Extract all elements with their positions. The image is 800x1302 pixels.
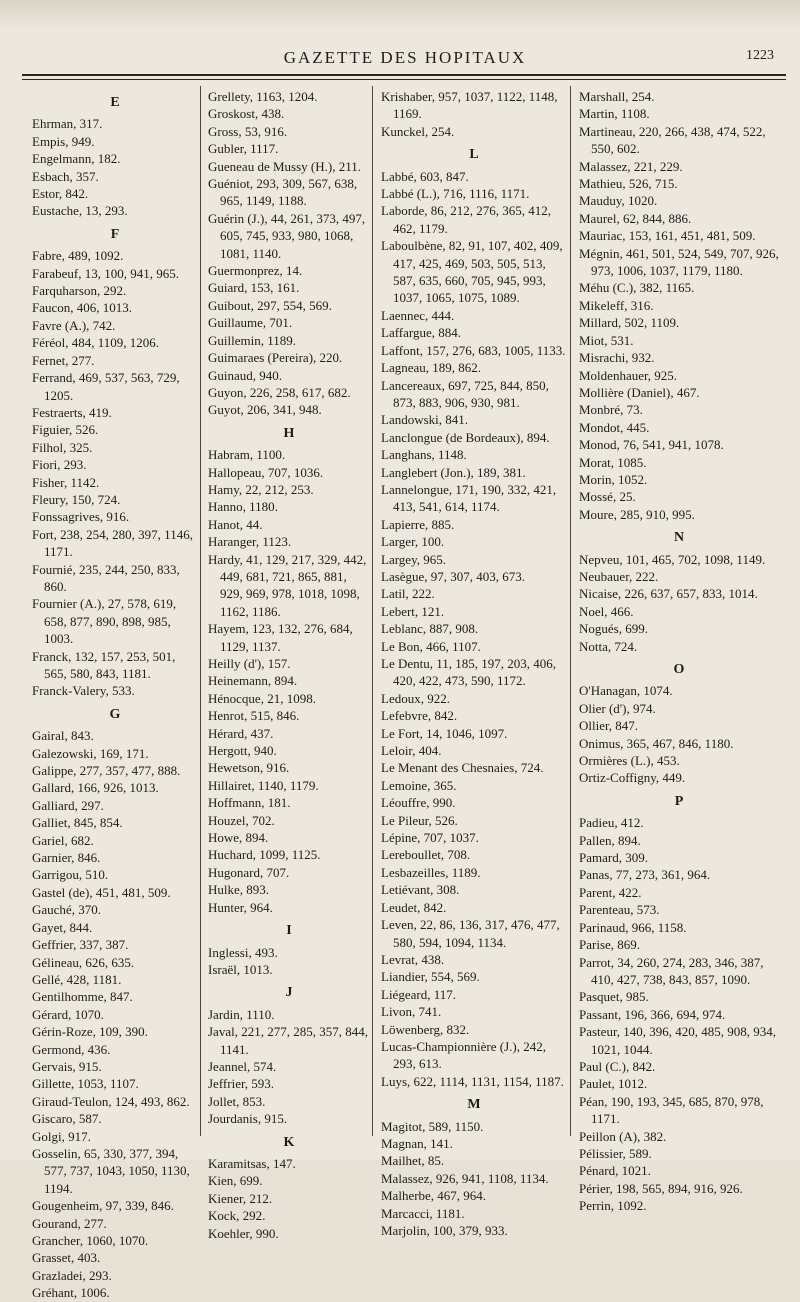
index-entry: Habram, 1100.: [208, 447, 286, 463]
index-entry: Malassez, 926, 941, 1108, 1134.: [381, 1170, 549, 1186]
index-column-1: [32, 88, 198, 1301]
index-entry: Le Bon, 466, 1107.: [381, 638, 481, 654]
index-entry: Haranger, 1123.: [208, 534, 292, 550]
index-entry: Fournier (A.), 27, 578, 619, 658, 877, 890, 898, 985, 1003.: [32, 596, 177, 647]
index-entry: Gariel, 682.: [32, 832, 94, 848]
index-entry: Hénocque, 21, 1098.: [208, 690, 316, 706]
index-entry: Gellé, 428, 1181.: [32, 971, 122, 987]
index-entry: Maurel, 62, 844, 886.: [579, 210, 692, 226]
index-entry: Malherbe, 467, 964.: [381, 1188, 487, 1204]
section-letter: P: [674, 793, 684, 809]
index-entry: Marcacci, 1181.: [381, 1205, 465, 1221]
index-entry: Garnier, 846.: [32, 850, 101, 866]
index-entry: Péan, 190, 193, 345, 685, 870, 978, 1171.: [579, 1093, 764, 1127]
index-entry: Geffrier, 337, 387.: [32, 937, 129, 953]
index-entry: Gubler, 1117.: [208, 141, 279, 157]
index-entry: Perrin, 1092.: [579, 1198, 647, 1214]
index-entry: Laffargue, 884.: [381, 325, 462, 341]
journal-title: GAZETTE DES HOPITAUX: [283, 48, 527, 67]
index-entry: Lebert, 121.: [381, 603, 445, 619]
index-entry: Neubauer, 222.: [579, 568, 659, 584]
index-entry: Leloir, 404.: [381, 743, 442, 759]
index-entry: Figuier, 526.: [32, 422, 99, 438]
column-divider: [200, 86, 201, 1136]
index-entry: Parenteau, 573.: [579, 902, 660, 918]
section-letter: H: [283, 425, 295, 441]
index-entry: Fonssagrives, 916.: [32, 509, 130, 525]
index-entry: Krishaber, 957, 1037, 1122, 1148, 1169.: [381, 89, 558, 122]
index-entry: Hamy, 22, 212, 253.: [208, 481, 314, 497]
index-entry: Langlebert (Jon.), 189, 381.: [381, 464, 526, 480]
index-entry: Ollier, 847.: [579, 718, 639, 734]
index-entry: Périer, 198, 565, 894, 916, 926.: [579, 1180, 743, 1196]
index-entry: Mossé, 25.: [579, 489, 636, 505]
index-entry: Notta, 724.: [579, 638, 638, 654]
index-entry: Franck-Valery, 533.: [32, 683, 135, 699]
index-entry: Guermonprez, 14.: [208, 263, 303, 279]
index-entry: Larger, 100.: [381, 534, 445, 550]
index-entry: Lesbazeilles, 1189.: [381, 864, 481, 880]
index-entry: Féréol, 484, 1109, 1206.: [32, 335, 159, 351]
index-entry: Lereboullet, 708.: [381, 847, 471, 863]
index-column-2: [208, 88, 370, 1241]
index-entry: Misrachi, 932.: [579, 350, 655, 366]
index-entry: Mondot, 445.: [579, 419, 650, 435]
index-entry: Henrot, 515, 846.: [208, 708, 300, 724]
index-entry: Lasègue, 97, 307, 403, 673.: [381, 568, 526, 584]
index-entry: Guyot, 206, 341, 948.: [208, 402, 322, 418]
index-entry: Farabeuf, 13, 100, 941, 965.: [32, 265, 179, 281]
index-entry: Grazladei, 293.: [32, 1267, 112, 1283]
index-entry: Heinemann, 894.: [208, 673, 298, 689]
index-column-3: [381, 88, 567, 1238]
index-entry: Gueneau de Mussy (H.), 211.: [208, 158, 361, 174]
index-entry: Le Dentu, 11, 185, 197, 203, 406, 420, 422, 473, 590, 1172.: [381, 656, 556, 689]
index-entry: Ormières (L.), 453.: [579, 753, 680, 769]
index-entry: Guillaume, 701.: [208, 315, 293, 331]
index-entry: Javal, 221, 277, 285, 357, 844, 1141.: [208, 1024, 368, 1057]
index-entry: Jardin, 1110.: [208, 1006, 275, 1022]
index-entry: Largey, 965.: [381, 551, 446, 567]
index-entry: Parrot, 34, 260, 274, 283, 346, 387, 410, 427, 738, 843, 857, 1090.: [579, 954, 764, 987]
index-entry: Fiori, 293.: [32, 457, 87, 473]
index-entry: Gastel (de), 451, 481, 509.: [32, 884, 171, 900]
index-entry: Filhol, 325.: [32, 439, 93, 455]
index-entry: Faucon, 406, 1013.: [32, 300, 133, 316]
index-entry: Hérard, 437.: [208, 725, 274, 741]
index-entry: Luys, 622, 1114, 1131, 1154, 1187.: [381, 1073, 564, 1089]
index-entry: Gérard, 1070.: [32, 1006, 104, 1022]
index-entry: Guyon, 226, 258, 617, 682.: [208, 384, 351, 400]
index-entry: Morin, 1052.: [579, 471, 648, 487]
index-entry: Huchard, 1099, 1125.: [208, 847, 321, 863]
header-rule: [22, 74, 786, 80]
index-entry: Leblanc, 887, 908.: [381, 621, 479, 637]
index-entry: Fleury, 150, 724.: [32, 491, 121, 507]
index-entry: Gréhant, 1006.: [32, 1285, 110, 1301]
index-entry: Hunter, 964.: [208, 899, 273, 915]
index-entry: Hergott, 940.: [208, 743, 277, 759]
index-entry: Hewetson, 916.: [208, 760, 290, 776]
section-letter: I: [286, 923, 292, 939]
index-entry: Hanot, 44.: [208, 516, 263, 532]
index-entry: Lucas-Championnière (J.), 242, 293, 613.: [381, 1038, 546, 1072]
index-entry: Hayem, 123, 132, 276, 684, 1129, 1137.: [208, 621, 353, 654]
index-entry: Le Fort, 14, 1046, 1097.: [381, 725, 508, 741]
index-entry: Gayet, 844.: [32, 919, 93, 935]
index-entry: Kien, 699.: [208, 1173, 263, 1189]
index-entry: Gélineau, 626, 635.: [32, 954, 135, 970]
index-entry: Leven, 22, 86, 136, 317, 476, 477, 580, 594, 1094, 1134.: [381, 917, 560, 950]
index-entry: Pamard, 309.: [579, 850, 648, 866]
index-entry: Hanno, 1180.: [208, 499, 278, 515]
index-entry: Le Menant des Chesnaies, 724.: [381, 760, 544, 776]
index-entry: Inglessi, 493.: [208, 944, 278, 960]
index-entry: Laborde, 86, 212, 276, 365, 412, 462, 1179.: [381, 203, 552, 236]
index-entry: Galippe, 277, 357, 477, 888.: [32, 763, 181, 779]
index-entry: Parise, 869.: [579, 937, 641, 953]
index-entry: Galliet, 845, 854.: [32, 815, 123, 831]
index-entry: Mathieu, 526, 715.: [579, 176, 678, 192]
index-entry: Liandier, 554, 569.: [381, 969, 480, 985]
index-entry: Padieu, 412.: [579, 815, 644, 831]
index-entry: Ferrand, 469, 537, 563, 729, 1205.: [32, 370, 180, 403]
index-entry: Hugonard, 707.: [208, 864, 290, 880]
index-entry: Hardy, 41, 129, 217, 329, 442, 449, 681, 721, 865, 881, 929, 969, 978, 1018, 1098, 1162, 1186.: [208, 551, 367, 619]
index-entry: Fisher, 1142.: [32, 474, 100, 490]
index-entry: Lépine, 707, 1037.: [381, 830, 479, 846]
index-entry: Grancher, 1060, 1070.: [32, 1233, 149, 1248]
index-entry: Estor, 842.: [32, 186, 89, 202]
index-entry: Lefebvre, 842.: [381, 708, 458, 724]
column-divider: [372, 86, 373, 1136]
index-entry: Mikeleff, 316.: [579, 297, 654, 313]
index-entry: Karamitsas, 147.: [208, 1155, 296, 1171]
index-entry: Ortiz-Coffigny, 449.: [579, 770, 686, 786]
index-entry: Liégeard, 117.: [381, 986, 456, 1002]
index-entry: Léouffre, 990.: [381, 795, 456, 811]
index-entry: Kunckel, 254.: [381, 123, 455, 139]
index-entry: Labbé, 603, 847.: [381, 168, 469, 184]
index-entry: Mégnin, 461, 501, 524, 549, 707, 926, 973, 1006, 1037, 1179, 1180.: [579, 245, 779, 279]
index-entry: Olier (d'), 974.: [579, 700, 656, 716]
index-entry: Löwenberg, 832.: [381, 1021, 470, 1037]
section-letter: N: [673, 530, 685, 546]
index-entry: Panas, 77, 273, 361, 964.: [579, 867, 711, 883]
index-entry: Magitot, 589, 1150.: [381, 1118, 484, 1134]
index-entry: Malassez, 221, 229.: [579, 158, 683, 174]
index-entry: Guillemin, 1189.: [208, 332, 296, 348]
index-entry: Eustache, 13, 293.: [32, 203, 128, 219]
index-entry: Grellety, 1163, 1204.: [208, 89, 318, 104]
index-entry: Gross, 53, 916.: [208, 123, 288, 139]
index-entry: Letiévant, 308.: [381, 882, 460, 898]
index-entry: Gosselin, 65, 330, 377, 394, 577, 737, 1043, 1050, 1130, 1194.: [32, 1145, 190, 1196]
index-entry: Israël, 1013.: [208, 961, 273, 977]
index-entry: Pasquet, 985.: [579, 989, 649, 1005]
index-entry: Gillette, 1053, 1107.: [32, 1076, 139, 1092]
index-entry: Hallopeau, 707, 1036.: [208, 464, 324, 480]
index-entry: Lancereaux, 697, 725, 844, 850, 873, 883, 906, 930, 981.: [381, 377, 549, 410]
index-entry: Morat, 1085.: [579, 454, 647, 470]
index-entry: Magnan, 141.: [381, 1135, 453, 1151]
index-entry: Nicaise, 226, 637, 657, 833, 1014.: [579, 586, 758, 602]
index-entry: Lapierre, 885.: [381, 516, 455, 532]
index-entry: Ledoux, 922.: [381, 690, 450, 706]
index-entry: Laennec, 444.: [381, 307, 455, 323]
index-entry: Peillon (A), 382.: [579, 1128, 667, 1144]
index-entry: Galliard, 297.: [32, 797, 104, 813]
index-entry: Groskost, 438.: [208, 106, 285, 122]
index-entry: Golgi, 917.: [32, 1128, 91, 1144]
index-entry: Ehrman, 317.: [32, 116, 103, 132]
index-entry: Fernet, 277.: [32, 352, 95, 368]
index-entry: Festraerts, 419.: [32, 404, 112, 420]
index-entry: Hulke, 893.: [208, 882, 270, 898]
section-letter: O: [673, 662, 685, 677]
index-entry: Parent, 422.: [579, 884, 642, 900]
index-entry: Miot, 531.: [579, 332, 634, 348]
index-entry: Jollet, 853.: [208, 1093, 266, 1109]
index-entry: Laffont, 157, 276, 683, 1005, 1133.: [381, 342, 566, 358]
index-entry: Pallen, 894.: [579, 832, 641, 848]
index-entry: Gauché, 370.: [32, 902, 101, 918]
index-entry: Marshall, 254.: [579, 89, 655, 104]
index-entry: Fort, 238, 254, 280, 397, 1146, 1171.: [32, 526, 193, 560]
index-entry: Grasset, 403.: [32, 1250, 101, 1266]
index-entry: Howe, 894.: [208, 830, 269, 846]
index-entry: Guéniot, 293, 309, 567, 638, 965, 1149, 1188.: [208, 176, 358, 209]
index-entry: Jourdanis, 915.: [208, 1111, 288, 1127]
index-entry: Noel, 466.: [579, 603, 634, 619]
index-entry: Empis, 949.: [32, 133, 95, 149]
index-entry: Levrat, 438.: [381, 951, 445, 967]
index-column-4: [579, 88, 779, 1214]
index-entry: Gairal, 843.: [32, 728, 94, 744]
index-entry: Fournié, 235, 244, 250, 833, 860.: [32, 561, 180, 594]
index-entry: Franck, 132, 157, 253, 501, 565, 580, 843, 1181.: [32, 648, 176, 681]
index-entry: Pénard, 1021.: [579, 1163, 651, 1179]
index-entry: Koehler, 990.: [208, 1225, 279, 1241]
index-entry: Gougenheim, 97, 339, 846.: [32, 1198, 174, 1214]
index-entry: Langhans, 1148.: [381, 447, 467, 463]
index-entry: Parinaud, 966, 1158.: [579, 919, 687, 935]
index-entry: Jeffrier, 593.: [208, 1076, 275, 1092]
index-entry: Martin, 1108.: [579, 106, 650, 122]
index-entry: Germond, 436.: [32, 1041, 111, 1057]
index-entry: Paulet, 1012.: [579, 1076, 648, 1092]
index-entry: Laboulbène, 82, 91, 107, 402, 409, 417, 425, 469, 503, 505, 513, 587, 635, 660, 705, 945, 993, 1037, 1065, 1075, 1089.: [381, 238, 563, 306]
index-entry: Gentilhomme, 847.: [32, 989, 133, 1005]
section-letter: L: [469, 147, 479, 163]
section-letter: M: [467, 1097, 481, 1113]
index-entry: Favre (A.), 742.: [32, 317, 116, 333]
index-entry: Guibout, 297, 554, 569.: [208, 297, 332, 313]
index-entry: Lagneau, 189, 862.: [381, 360, 482, 376]
index-entry: Méhu (C.), 382, 1165.: [579, 280, 695, 296]
index-entry: Gérin-Roze, 109, 390.: [32, 1024, 148, 1040]
index-entry: Mauriac, 153, 161, 451, 481, 509.: [579, 228, 756, 244]
index-entry: Guiard, 153, 161.: [208, 280, 300, 296]
index-entry: Kiener, 212.: [208, 1190, 273, 1206]
index-entry: Kock, 292.: [208, 1208, 266, 1224]
index-entry: Mollière (Daniel), 467.: [579, 384, 700, 400]
index-entry: Paul (C.), 842.: [579, 1058, 656, 1074]
page-header: [30, 40, 780, 70]
section-letter: F: [110, 226, 120, 242]
index-entry: Pasteur, 140, 396, 420, 485, 908, 934, 1021, 1044.: [579, 1024, 776, 1057]
index-entry: Moldenhauer, 925.: [579, 367, 678, 383]
index-entry: Guinaud, 940.: [208, 367, 283, 383]
index-entry: Heilly (d'), 157.: [208, 656, 291, 671]
index-entry: Nogués, 699.: [579, 621, 648, 637]
index-entry: Nepveu, 101, 465, 702, 1098, 1149.: [579, 551, 766, 567]
index-entry: Martineau, 220, 266, 438, 474, 522, 550, 602.: [579, 123, 766, 157]
index-entry: Esbach, 357.: [32, 168, 99, 184]
section-letter: G: [109, 706, 121, 722]
index-entry: Lannelongue, 171, 190, 332, 421, 413, 541, 614, 1174.: [381, 481, 557, 515]
index-entry: Monbré, 73.: [579, 402, 643, 418]
index-entry: Marjolin, 100, 379, 933.: [381, 1223, 508, 1238]
index-entry: Hillairet, 1140, 1179.: [208, 777, 319, 793]
index-entry: Mauduy, 1020.: [579, 193, 658, 209]
index-entry: Mailhet, 85.: [381, 1153, 445, 1169]
index-entry: Moure, 285, 910, 995.: [579, 506, 695, 522]
index-entry: Giraud-Teulon, 124, 493, 862.: [32, 1093, 190, 1109]
index-entry: Guimaraes (Pereira), 220.: [208, 350, 343, 366]
index-entry: Onimus, 365, 467, 846, 1180.: [579, 735, 734, 751]
index-entry: Galezowski, 169, 171.: [32, 745, 149, 761]
index-entry: Giscaro, 587.: [32, 1111, 102, 1127]
index-entry: Leudet, 842.: [381, 899, 447, 915]
index-entry: Gervais, 915.: [32, 1058, 102, 1074]
index-entry: Farquharson, 292.: [32, 283, 127, 299]
index-entry: Landowski, 841.: [381, 412, 469, 428]
index-entry: Garrigou, 510.: [32, 867, 109, 883]
index-entry: Gallard, 166, 926, 1013.: [32, 780, 159, 796]
index-entry: Pélissier, 589.: [579, 1145, 652, 1161]
index-entry: Latil, 222.: [381, 586, 435, 602]
index-entry: Houzel, 702.: [208, 812, 275, 828]
index-entry: Engelmann, 182.: [32, 151, 121, 167]
index-entry: Lanclongue (de Bordeaux), 894.: [381, 429, 550, 445]
index-entry: Gourand, 277.: [32, 1215, 107, 1231]
index-entry: Jeannel, 574.: [208, 1058, 277, 1074]
index-entry: Guérin (J.), 44, 261, 373, 497, 605, 745, 933, 980, 1068, 1081, 1140.: [208, 210, 366, 261]
index-entry: Livon, 741.: [381, 1004, 442, 1020]
index-entry: O'Hanagan, 1074.: [579, 683, 673, 699]
index-entry: Hoffmann, 181.: [208, 795, 291, 811]
section-letter: K: [283, 1134, 295, 1150]
index-entry: Labbé (L.), 716, 1116, 1171.: [381, 186, 530, 202]
index-entry: Millard, 502, 1109.: [579, 315, 680, 331]
page-number: 1223: [746, 48, 774, 63]
section-letter: J: [285, 985, 293, 1001]
index-entry: Le Pileur, 526.: [381, 812, 458, 828]
index-entry: Fabre, 489, 1092.: [32, 248, 124, 264]
index-entry: Monod, 76, 541, 941, 1078.: [579, 437, 724, 453]
column-divider: [570, 86, 571, 1136]
index-entry: Passant, 196, 366, 694, 974.: [579, 1006, 726, 1022]
index-entry: Lemoine, 365.: [381, 777, 457, 793]
section-letter: E: [110, 95, 120, 110]
